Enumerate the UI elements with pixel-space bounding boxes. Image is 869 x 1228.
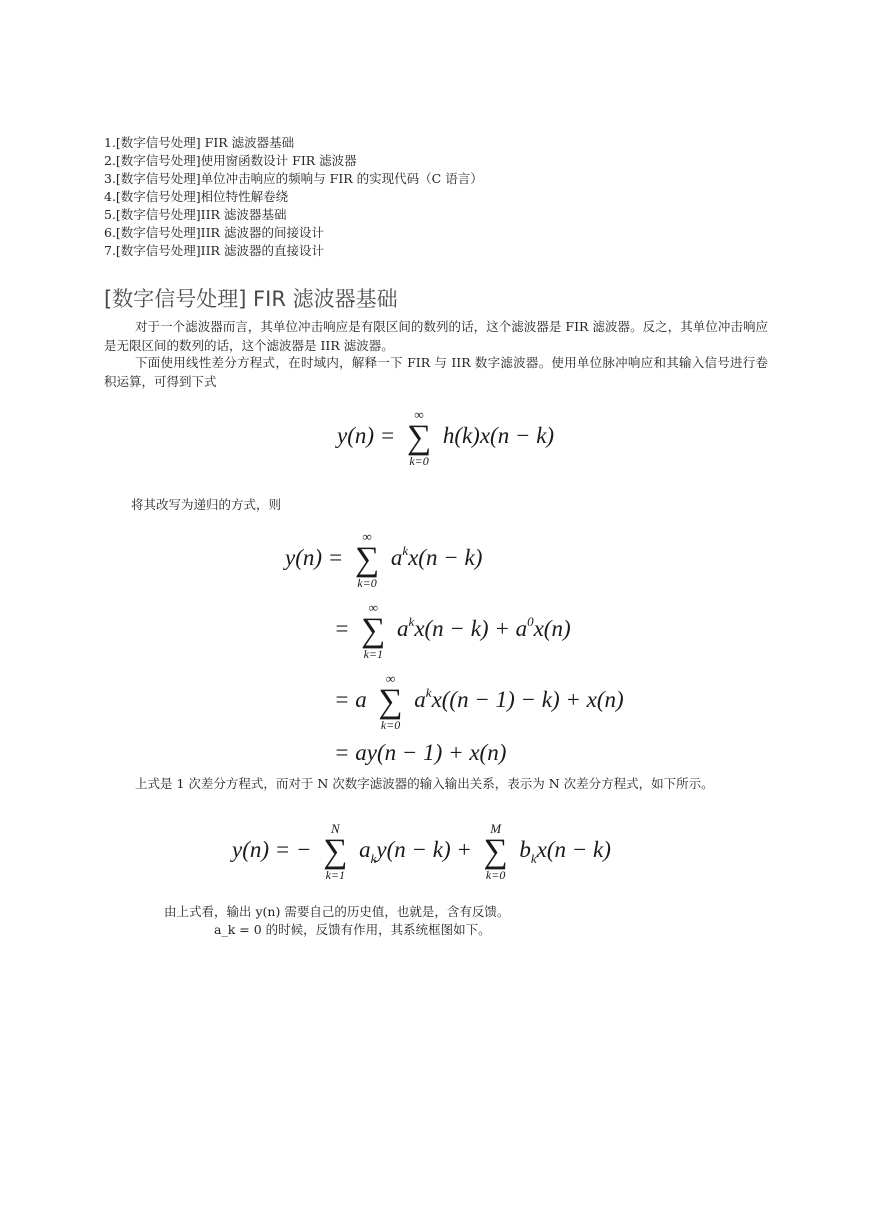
eq2-row3-rest: x((n − 1) − k) + x(n) [431, 686, 624, 712]
table-of-contents [104, 134, 483, 260]
eq2-row2-a: a [397, 615, 409, 641]
eq2-row2-exp: k [408, 613, 415, 629]
eq2-row3-exp: k [425, 684, 432, 700]
sum-symbol: M ∑ k=0 [483, 821, 508, 882]
toc-item[interactable]: 5.[数字信号处理]IIR 滤波器基础 [104, 207, 287, 222]
eq2-row3-lhs: = a [334, 686, 367, 712]
sum-symbol: ∞ ∑ k=0 [378, 671, 403, 732]
sum-symbol: N ∑ k=1 [323, 821, 348, 882]
toc-item[interactable]: 3.[数字信号处理]单位冲击响应的频响与 FIR 的实现代码（C 语言） [104, 171, 483, 186]
sum-symbol: ∞ ∑ k=0 [354, 529, 380, 590]
eq2-row3-a: a [414, 686, 426, 712]
eq3-sub2: k [530, 850, 537, 866]
paragraph-difference-equation-intro: 下面使用线性差分方程式，在时域内，解释一下 FIR 与 IIR 数字滤波器。使用单位脉冲响应和其输入信号进行卷积运算，可得到下式 [104, 355, 768, 389]
eq3-tail: x(n − k) [536, 836, 611, 862]
eq3-lhs: y(n) = − [232, 836, 312, 862]
eq2-row1-lhs: y(n) = [285, 544, 344, 570]
eq2-row2-lhs: = [334, 615, 350, 641]
eq3-a: a [359, 836, 371, 862]
eq1-rhs: h(k)x(n − k) [442, 422, 555, 448]
paragraph-block-diagram: a_k = 0 的时候，反馈有作用，其系统框图如下。 [214, 922, 491, 937]
toc-item[interactable]: 1.[数字信号处理] FIR 滤波器基础 [104, 135, 295, 150]
toc-item[interactable]: 6.[数字信号处理]IIR 滤波器的间接设计 [104, 225, 324, 240]
sum-symbol: ∞ ∑ k=0 [406, 407, 432, 468]
eq2-row1-a: a [390, 544, 403, 570]
eq2-row2-rest: x(n − k) + a [414, 615, 528, 641]
toc-item[interactable]: 2.[数字信号处理]使用窗函数设计 FIR 滤波器 [104, 153, 357, 168]
eq1-lhs: y(n) = [337, 422, 396, 448]
eq2-row2-exp2: 0 [527, 613, 534, 629]
eq2-row4: = ay(n − 1) + x(n) [334, 740, 507, 765]
eq2-row2-tail: x(n) [533, 615, 571, 641]
eq3-b: b [519, 836, 531, 862]
section-heading: [数字信号处理] FIR 滤波器基础 [104, 287, 398, 311]
paragraph-n-order: 上式是 1 次差分方程式，而对于 N 次数字滤波器的输入输出关系，表示为 N 次差分方程式，如下所示。 [135, 776, 714, 791]
eq2-row1-exp: k [402, 542, 409, 558]
eq3-sub1: k [370, 850, 377, 866]
sum-symbol: ∞ ∑ k=1 [361, 600, 386, 661]
eq2-row1-rest: x(n − k) [408, 544, 483, 570]
paragraph-feedback: 由上式看，输出 y(n) 需要自己的历史值，也就是，含有反馈。 [164, 904, 510, 919]
toc-item[interactable]: 4.[数字信号处理]相位特性解卷绕 [104, 189, 289, 204]
paragraph-recursive: 将其改写为递归的方式，则 [131, 497, 282, 512]
eq3-mid: y(n − k) + [376, 836, 472, 862]
toc-item[interactable]: 7.[数字信号处理]IIR 滤波器的直接设计 [104, 243, 324, 258]
paragraph-fir-iir-definition: 对于一个滤波器而言，其单位冲击响应是有限区间的数列的话，这个滤波器是 FIR 滤波器。反之，其单位冲击响应是无限区间的数列的话，这个滤波器是 IIR 滤波器。 [104, 319, 768, 353]
